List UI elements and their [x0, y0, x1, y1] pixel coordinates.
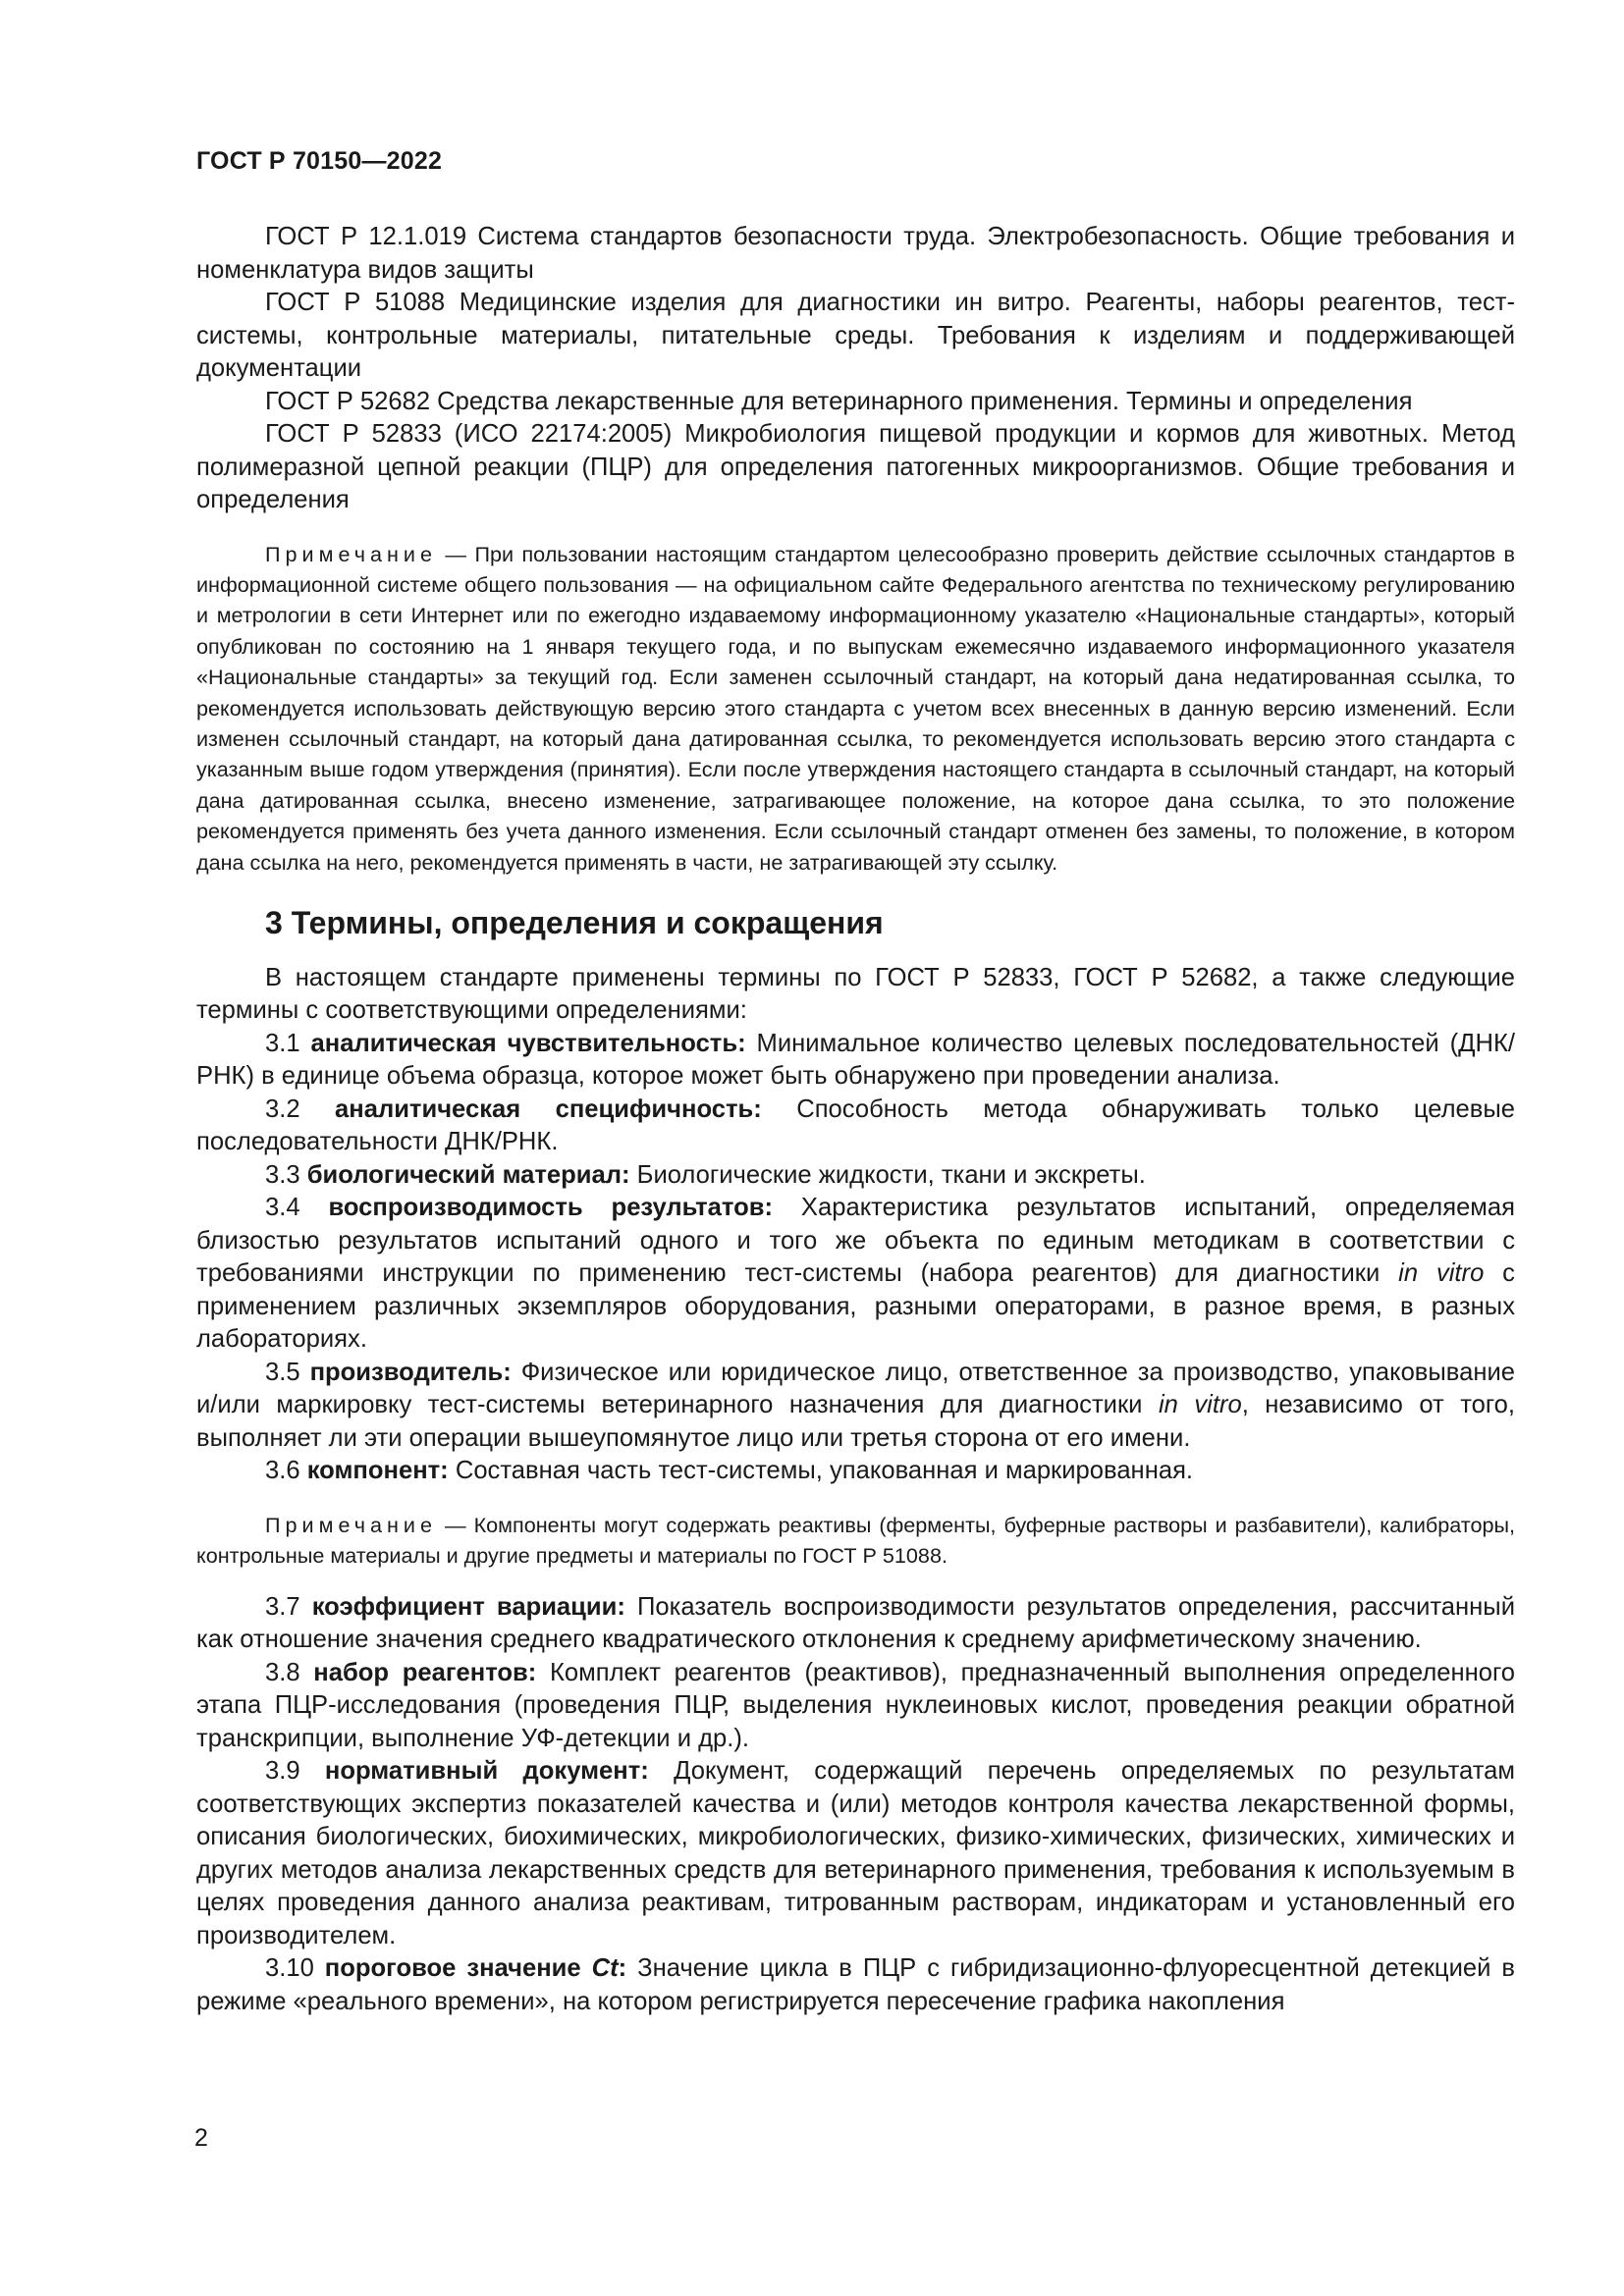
term-definition	[196, 1094, 1515, 1159]
reference-item: ГОСТ Р 52833 (ИСО 22174:2005) Микробиология пищевой продукции и кормов для животных. Метод полимеразной цепной реакции (ПЦР) для определения патогенных микроорганизмов. Общие требования и определения	[196, 420, 1515, 513]
note-label: Примечание	[265, 541, 437, 566]
term-definition	[196, 1591, 1515, 1657]
reference-item: ГОСТ Р 51088 Медицинские изделия для диагностики ин витро. Реагенты, наборы реагентов, тест-системы, контрольные материалы, питательные среды. Требования к изделиям и поддерживающей документации	[196, 289, 1515, 382]
term-number: 3.9	[265, 1757, 325, 1786]
term-definition	[196, 1159, 1515, 1193]
term-text: Минимальное количество целевых последовательностей (ДНК/РНК) в единице объема образца, которое может быть обнаружено при проведении анализа.	[196, 1029, 1515, 1091]
term-definition	[196, 1952, 1515, 2018]
term-italic: in vitro	[1158, 1391, 1242, 1419]
note-text: — Компоненты могут содержать реактивы (ферменты, буферные растворы и разбавители), калибраторы, контрольные материалы и другие предметы и материалы по ГОСТ Р 51088.	[196, 1512, 1515, 1569]
page-number: 2	[194, 2124, 208, 2152]
section-intro: В настоящем стандарте применены термины по ГОСТ Р 52833, ГОСТ Р 52682, а также следующие термины с соответствующими определениями:	[196, 963, 1515, 1025]
term-name: производитель:	[309, 1358, 512, 1386]
term-name: компонент:	[306, 1457, 449, 1485]
term-text: Характеристика результатов испытаний, определяемая близостью результатов испытаний одного и того же объекта по единым методикам в соответствии с требованиями инструкции по применению тест-системы (набора реагентов) для диагностики	[196, 1194, 1515, 1288]
term-definition	[196, 1357, 1515, 1456]
term-number: 3.5	[265, 1358, 310, 1386]
term-text: Физическое или юридическое лицо, ответственное за производство, упаковывание и/или маркировку тест-системы ветеринарного назначения для диагностики	[196, 1358, 1515, 1419]
note-block	[196, 539, 1515, 878]
term-text: с применением различных экземпляров оборудования, разными операторами, в разное время, в разных лабораториях.	[196, 1259, 1515, 1354]
term-name: биологический материал:	[306, 1160, 630, 1189]
term-number: 3.7	[265, 1592, 312, 1621]
term-definition	[196, 1657, 1515, 1756]
term-text: , независимо от того, выполняет ли эти операции вышеупомянутое лицо или третья сторона от его имени.	[196, 1391, 1515, 1452]
section-heading: 3 Термины, определения и сокращения	[265, 904, 884, 940]
term-number: 3.10	[265, 1954, 325, 1983]
term-text: Документ, содержащий перечень определяемых по результатам соответствующих экспертиз показателей качества и (или) методов контроля качества лекарственной формы, описания биологических, биохимических, микробиологических, физико-химических, физических, химических и других методов анализа лекарственных средств для ветеринарного применения, требования к используемым в целях проведения данного анализа реактивам, титрованным растворам, индикаторам и установленный его производителем.	[196, 1757, 1515, 1949]
note-block	[196, 1510, 1515, 1572]
term-italic: in vitro	[1398, 1259, 1485, 1288]
term-name: нормативный документ:	[324, 1757, 649, 1786]
note-text: — При пользовании настоящим стандартом целесообразно проверить действие ссылочных стандартов в информационной системе общего пользования — на официальном сайте Федерального агентства по техническому регулированию и метрологии в сети Интернет или по ежегодно издаваемому информационному указателю «Национальные стандарты», который опубликован по состоянию на 1 января текущего года, и по выпускам ежемесячно издаваемого информационного указателя «Национальные стандарты» за текущий год. Если заменен ссылочный стандарт, на который дана недатированная ссылка, то рекомендуется использовать действующую версию этого стандарта с учетом всех внесенных в данную версию изменений. Если изменен ссылочный стандарт, на который дана датированная ссылка, то рекомендуется использовать версию этого стандарта с указанным выше годом утверждения (принятия). Если после утверждения настоящего стандарта в ссылочный стандарт, на который дана датированная ссылка, внесено изменение, затрагивающее положение, на которое дана ссылка, то это положение рекомендуется применять без учета данного изменения. Если ссылочный стандарт отменен без замены, то положение, в котором дана ссылка на него, рекомендуется применять в части, не затрагивающей эту ссылку.	[196, 541, 1515, 875]
reference-item: ГОСТ Р 12.1.019 Система стандартов безопасности труда. Электробезопасность. Общие требования и номенклатура видов защиты	[196, 223, 1515, 284]
term-text: Комплект реагентов (реактивов), предназначенный выполнения определенного этапа ПЦР-исследования (проведения ПЦР, выделения нуклеиновых кислот, проведения реакции обратной транскрипции, выполнение УФ-детекции и др.).	[196, 1658, 1516, 1752]
term-text: Составная часть тест-системы, упакованная и маркированная.	[448, 1457, 1194, 1485]
term-definition	[196, 1192, 1515, 1357]
term-name: аналитическая специфичность:	[335, 1095, 762, 1123]
term-number: 3.4	[265, 1194, 329, 1222]
term-text: Значение цикла в ПЦР с гибридизационно-флуоресцентной детекцией в режиме «реального времени», на котором регистрируется пересечение графика накопления	[196, 1954, 1515, 2015]
document-body	[196, 221, 1515, 2018]
term-number: 3.3	[265, 1160, 307, 1189]
term-definition	[196, 1455, 1515, 1488]
term-number: 3.6	[265, 1457, 307, 1485]
reference-item: ГОСТ Р 52682 Средства лекарственные для ветеринарного применения. Термины и определения	[265, 387, 1413, 415]
term-name-italic: Ct	[591, 1954, 619, 1983]
term-text: Биологические жидкости, ткани и экскреты.	[629, 1160, 1146, 1189]
term-name-end: :	[618, 1954, 627, 1983]
term-name: воспроизводимость результатов:	[328, 1194, 774, 1222]
term-number: 3.8	[265, 1658, 314, 1686]
term-name: аналитическая чувствительность:	[310, 1029, 746, 1057]
term-definition	[196, 1755, 1515, 1952]
term-name: пороговое значение	[324, 1954, 592, 1983]
term-text: Показатель воспроизводимости результатов определения, рассчитанный как отношение значения среднего квадратического отклонения к среднему арифметическому значению.	[196, 1592, 1515, 1654]
term-text: Способность метода обнаруживать только целевые последовательности ДНК/РНК.	[196, 1095, 1515, 1156]
document-header: ГОСТ Р 70150—2022	[196, 147, 443, 175]
term-name: коэффициент вариации:	[311, 1592, 625, 1621]
term-number: 3.1	[265, 1029, 311, 1057]
term-name: набор реагентов:	[313, 1658, 537, 1686]
term-number: 3.2	[265, 1095, 336, 1123]
note-label: Примечание	[265, 1512, 437, 1537]
term-definition	[196, 1028, 1515, 1094]
